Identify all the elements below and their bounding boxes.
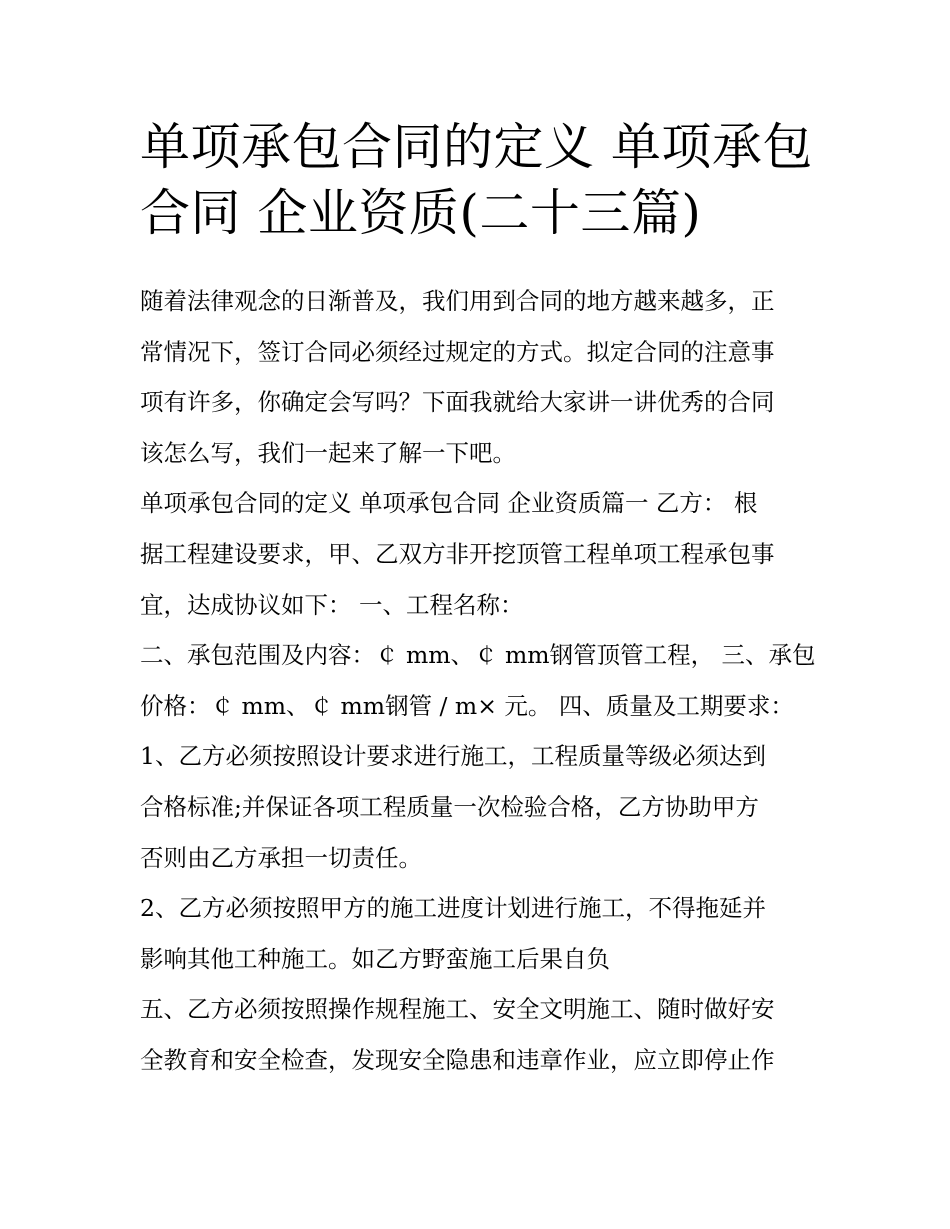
document-title xyxy=(140,114,820,246)
body-line-5: 单项承包合同的定义 单项承包合同 企业资质篇一 乙方： 根 xyxy=(140,489,758,518)
title-line-2: 合同 企业资质(二十三篇) xyxy=(140,184,702,242)
body-line-13: 2、乙方必须按照甲方的施工进度计划进行施工，不得拖延并 xyxy=(140,894,766,923)
document-body xyxy=(140,276,830,1086)
body-line-11: 合格标准;并保证各项工程质量一次检验合格，乙方协助甲方 xyxy=(140,792,759,821)
title-line-1: 单项承包合同的定义 单项承包 xyxy=(140,118,813,176)
body-line-4: 该怎么写，我们一起来了解一下吧。 xyxy=(140,438,516,467)
body-line-8: 二、承包范围及内容：￠ mm、￠ mm钢管顶管工程， 三、承包 xyxy=(140,641,816,670)
body-line-1: 随着法律观念的日渐普及，我们用到合同的地方越来越多，正 xyxy=(140,287,775,315)
body-line-9: 价格：￠ mm、￠ mm钢管 / m× 元。 四、质量及工期要求： xyxy=(140,691,794,720)
body-line-6: 据工程建设要求，甲、乙双方非开挖顶管工程单项工程承包事 xyxy=(140,539,775,568)
body-line-12: 否则由乙方承担一切责任。 xyxy=(140,843,422,872)
body-line-16: 全教育和安全检查，发现安全隐患和违章作业，应立即停止作 xyxy=(140,1045,775,1074)
body-line-14: 影响其他工种施工。如乙方野蛮施工后果自负 xyxy=(140,944,610,973)
body-line-7: 宜，达成协议如下： 一、工程名称： xyxy=(140,590,524,619)
body-line-10: 1、乙方必须按照设计要求进行施工，工程质量等级必须达到 xyxy=(140,742,766,771)
body-line-2: 常情况下，签订合同必须经过规定的方式。拟定合同的注意事 xyxy=(140,337,775,366)
body-line-15: 五、乙方必须按照操作规程施工、安全文明施工、随时做好安 xyxy=(140,995,775,1024)
body-line-3: 项有许多，你确定会写吗？下面我就给大家讲一讲优秀的合同 xyxy=(140,388,775,417)
